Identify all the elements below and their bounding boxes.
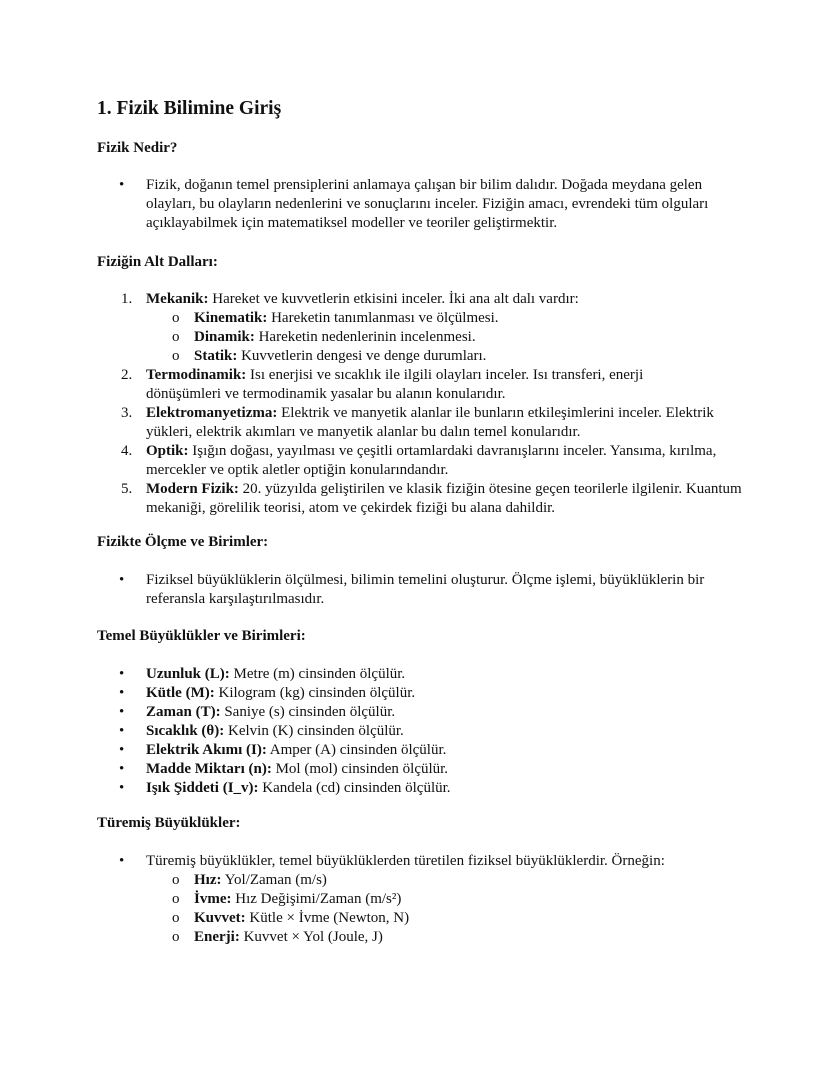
term: Termodinamik: xyxy=(146,367,247,383)
term: Statik: xyxy=(194,348,238,364)
circle-marker: o xyxy=(172,929,180,945)
list-item-modern-fizik xyxy=(146,480,746,518)
desc: Hareket ve kuvvetlerin etkisini inceler. İki ana alt dalı vardır: xyxy=(208,291,579,307)
derived-item xyxy=(194,909,409,928)
circle-marker: o xyxy=(172,329,180,345)
paragraph-turemis: Türemiş büyüklükler, temel büyüklüklerden türetilen fiziksel büyüklüklerdir. Örneğin: xyxy=(146,853,665,869)
term: Mekanik: xyxy=(146,291,209,307)
desc: Metre (m) cinsinden ölçülür. xyxy=(229,666,406,682)
circle-marker: o xyxy=(172,910,180,926)
term: Kuvvet: xyxy=(194,910,246,926)
heading-alt-dallar: Fiziğin Alt Dalları: xyxy=(97,254,218,270)
bullet-marker: • xyxy=(119,666,125,682)
desc: Kilogram (kg) cinsinden ölçülür. xyxy=(214,685,416,701)
term: Madde Miktarı (n): xyxy=(146,761,272,777)
page-title: 1. Fizik Bilimine Giriş xyxy=(97,98,282,119)
bullet-marker: • xyxy=(119,742,125,758)
quantity-item xyxy=(146,722,404,741)
heading-turemis-buyuklukler: Türemiş Büyüklükler: xyxy=(97,815,241,831)
term: Zaman (T): xyxy=(146,704,221,720)
desc: Mol (mol) cinsinden ölçülür. xyxy=(271,761,449,777)
list-number: 5. xyxy=(121,481,133,497)
circle-marker: o xyxy=(172,310,180,326)
list-item-optik xyxy=(146,442,726,480)
quantity-item xyxy=(146,684,415,703)
sub-item-kinematik xyxy=(194,309,499,328)
sub-item-statik xyxy=(194,347,486,366)
list-number: 2. xyxy=(121,367,133,383)
derived-item xyxy=(194,928,383,947)
term: Enerji: xyxy=(194,929,240,945)
quantity-item xyxy=(146,760,448,779)
quantity-item xyxy=(146,741,446,760)
term: Elektrik Akımı (I): xyxy=(146,742,267,758)
list-item-mekanik xyxy=(146,290,736,309)
paragraph-olcme: Fiziksel büyüklüklerin ölçülmesi, bilimin temelini oluşturur. Ölçme işlemi, büyüklüklerin bir referansla karşılaştırılmasıdır. xyxy=(146,572,705,607)
circle-marker: o xyxy=(172,872,180,888)
list-item-termodinamik xyxy=(146,366,706,404)
bullet-marker: • xyxy=(119,723,125,739)
bullet-marker: • xyxy=(119,761,125,777)
term: İvme: xyxy=(194,891,232,907)
desc: Kandela (cd) cinsinden ölçülür. xyxy=(258,780,451,796)
bullet-marker: • xyxy=(119,853,125,869)
list-number: 4. xyxy=(121,443,133,459)
derived-item xyxy=(194,871,327,890)
term: Kinematik: xyxy=(194,310,268,326)
desc: 20. yüzyılda geliştirilen ve klasik fiziğin ötesine geçen teorilerle ilgilenir. Kuantum mekaniği, görelilik teorisi, atom ve çekirdek fiziği bu alana dahildir. xyxy=(146,481,742,516)
desc: Hareketin nedenlerinin incelenmesi. xyxy=(254,329,476,345)
desc: Hareketin tanımlanması ve ölçülmesi. xyxy=(267,310,499,326)
bullet-marker: • xyxy=(119,780,125,796)
paragraph-fizik-nedir: Fizik, doğanın temel prensiplerini anlamaya çalışan bir bilim dalıdır. Doğada meydana gelen olayları, bu olayların nedenlerini ve sonuçlarını inceler. Fiziğin amacı, evrendeki tüm olguları açıklayabilmek için matematiksel modeller ve teoriler geliştirmektir. xyxy=(146,177,709,231)
bullet-marker: • xyxy=(119,685,125,701)
list-number: 1. xyxy=(121,291,133,307)
term: Işık Şiddeti (I_v): xyxy=(146,780,259,796)
bullet-marker: • xyxy=(119,572,125,588)
desc: Elektrik ve manyetik alanlar ile bunların etkileşimlerini inceler. Elektrik yükleri, elektrik akımları ve manyetik alanlar bu dalın temel konularıdır. xyxy=(146,405,714,440)
desc: Işığın doğası, yayılması ve çeşitli ortamlardaki davranışlarını inceler. Yansıma, kırılma, mercekler ve optik aletler optiğin konularındandır. xyxy=(146,443,717,478)
desc: Hız Değişimi/Zaman (m/s²) xyxy=(231,891,402,907)
term: Dinamik: xyxy=(194,329,255,345)
term: Kütle (M): xyxy=(146,685,215,701)
sub-item-dinamik xyxy=(194,328,476,347)
term: Sıcaklık (θ): xyxy=(146,723,225,739)
derived-item xyxy=(194,890,401,909)
term: Optik: xyxy=(146,443,189,459)
term: Modern Fizik: xyxy=(146,481,239,497)
quantity-item xyxy=(146,779,451,798)
term: Elektromanyetizma: xyxy=(146,405,278,421)
desc: Saniye (s) cinsinden ölçülür. xyxy=(220,704,396,720)
list-number: 3. xyxy=(121,405,133,421)
heading-temel-buyuklukler: Temel Büyüklükler ve Birimleri: xyxy=(97,628,306,644)
desc: Kütle × İvme (Newton, N) xyxy=(245,910,410,926)
desc: Kuvvetlerin dengesi ve denge durumları. xyxy=(237,348,487,364)
list-item-elektromanyetizma xyxy=(146,404,726,442)
heading-fizik-nedir: Fizik Nedir? xyxy=(97,140,178,156)
desc: Yol/Zaman (m/s) xyxy=(221,872,327,888)
heading-olcme-birimler: Fizikte Ölçme ve Birimler: xyxy=(97,534,269,550)
quantity-item xyxy=(146,665,405,684)
desc: Isı enerjisi ve sıcaklık ile ilgili olayları inceler. Isı transferi, enerji dönüşümleri ve termodinamik yasalar bu alanın konularıdır. xyxy=(146,367,644,402)
desc: Amper (A) cinsinden ölçülür. xyxy=(266,742,447,758)
circle-marker: o xyxy=(172,348,180,364)
bullet-marker: • xyxy=(119,704,125,720)
term: Uzunluk (L): xyxy=(146,666,230,682)
desc: Kelvin (K) cinsinden ölçülür. xyxy=(224,723,404,739)
desc: Kuvvet × Yol (Joule, J) xyxy=(239,929,383,945)
bullet-marker: • xyxy=(119,177,125,193)
quantity-item xyxy=(146,703,395,722)
circle-marker: o xyxy=(172,891,180,907)
term: Hız: xyxy=(194,872,222,888)
